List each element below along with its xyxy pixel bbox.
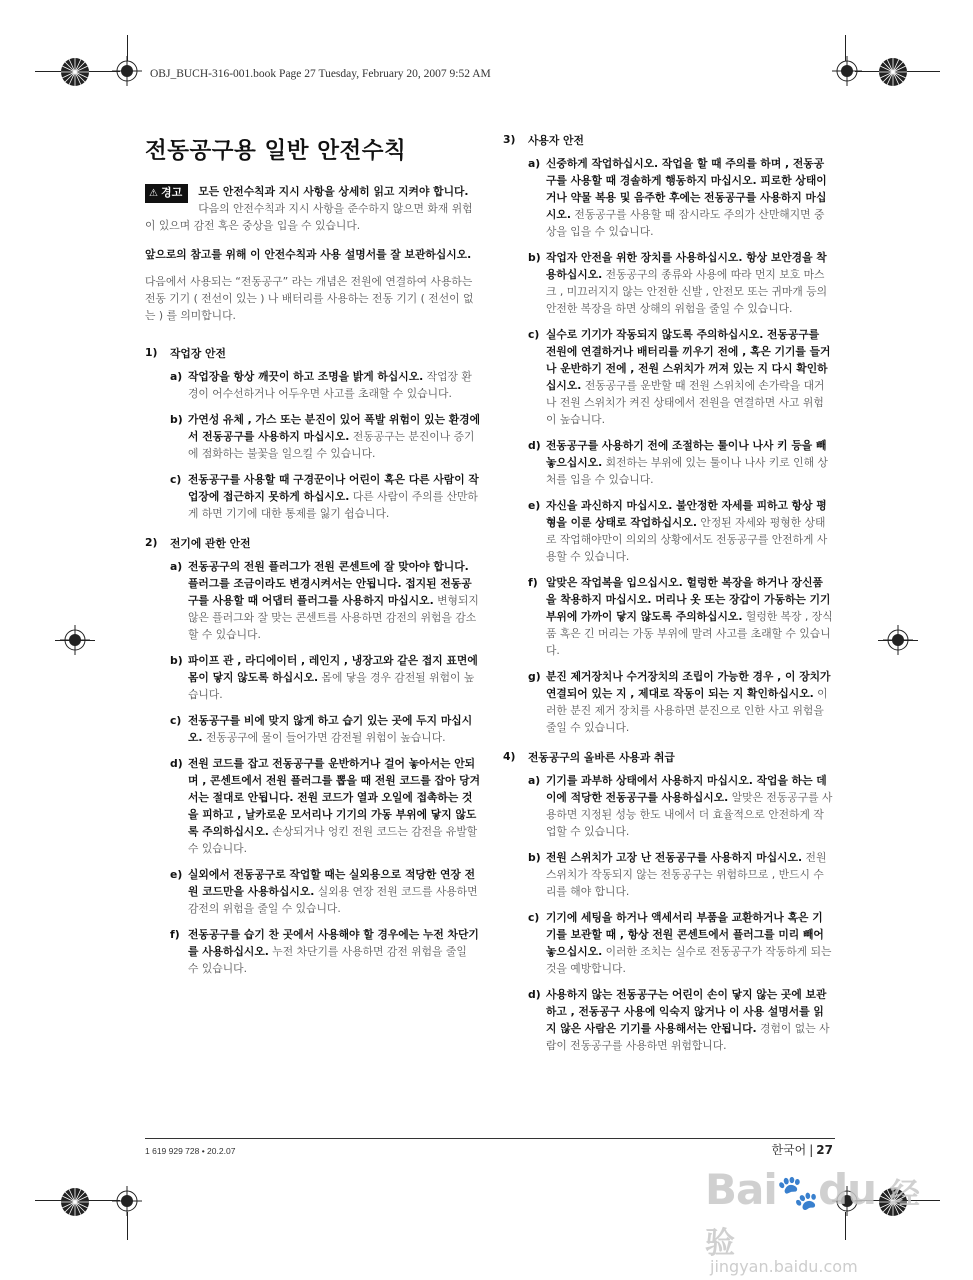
warning-triangle-icon: ⚠ [149, 188, 158, 199]
item-text [546, 155, 833, 240]
item-letter: g) [528, 670, 541, 683]
section-heading [145, 536, 480, 551]
item-text [188, 866, 480, 917]
registration-sunburst-icon [60, 1187, 90, 1217]
item-body: 전동공구의 종류와 사용에 따라 먼지 보호 마스크 , 미끄러지지 않는 안전한 신발 , 안전모 또는 귀마개 등의 안전한 복장을 하면 상해의 위험을 줄일 수 있습니다. [546, 268, 828, 315]
item-letter: f) [528, 576, 538, 589]
sections-right [503, 133, 833, 1054]
item-body: 전동공구를 사용할 때 잠시라도 주의가 산만해지면 중상을 입을 수 있습니다. [546, 208, 825, 238]
item-letter: b) [170, 413, 183, 426]
item-body: 누전 차단기를 사용하면 감전 위험을 줄일 수 있습니다. [188, 945, 467, 975]
watermark-logo-b: du [818, 1165, 877, 1214]
registration-crosshair-icon [112, 1186, 142, 1216]
item-text [188, 558, 480, 643]
item-lead: 자신을 과신하지 마십시오. 불안정한 자세를 피하고 항상 평형을 이룬 상태로 작업하십시오. [546, 499, 827, 529]
registration-crosshair-icon [832, 56, 862, 86]
list-item [528, 437, 833, 488]
list-item [170, 926, 480, 977]
item-body: 다른 사람이 주의를 산만하게 하면 기기에 대한 통제를 잃기 쉽습니다. [188, 490, 478, 520]
section-heading [503, 750, 833, 765]
section [145, 536, 480, 977]
item-lead: 전동공구를 습기 찬 곳에서 사용해야 할 경우에는 누전 차단기를 사용하십시오. [188, 928, 479, 958]
item-text [546, 772, 833, 840]
watermark-logo-a: Bai [705, 1165, 777, 1214]
left-column [145, 133, 480, 991]
item-lead: 전원 스위치가 고장 난 전동공구를 사용하지 마십시오. [546, 851, 803, 864]
item-lead: 작업장을 항상 깨끗이 하고 조명을 밝게 하십시오. [188, 370, 424, 383]
item-letter: a) [528, 774, 541, 787]
warning-text: 다음의 안전수칙과 지시 사항을 준수하지 않으면 화재 위험이 있으며 감전 혹은 중상을 입을 수 있습니다. [145, 202, 473, 232]
warning-badge [145, 184, 188, 203]
item-letter: c) [528, 911, 540, 924]
warning-block [145, 183, 480, 234]
right-column [503, 133, 833, 1068]
item-text [546, 668, 833, 736]
section-heading [145, 346, 480, 361]
watermark-logo [705, 1165, 935, 1263]
item-lead: 작업자 안전을 위한 장치를 사용하십시오. 항상 보안경을 착용하십시오. [546, 251, 827, 281]
list-item [170, 755, 480, 857]
item-text [546, 249, 833, 317]
item-body: 전원 스위치가 작동되지 않는 전동공구는 위험하므로 , 반드시 수리를 해야 합니다. [546, 851, 827, 898]
footer-divider [145, 1138, 835, 1139]
list-item [170, 558, 480, 643]
list-item [528, 772, 833, 840]
registration-crosshair-icon [60, 625, 90, 655]
list-item [528, 909, 833, 977]
item-body: 알맞은 전동공구를 사용하면 지정된 성능 한도 내에서 더 효율적으로 안전하게 작업할 수 있습니다. [546, 791, 833, 838]
item-text [546, 574, 833, 659]
item-text [546, 986, 833, 1054]
item-lead: 사용하지 않는 전동공구는 어린이 손이 닿지 않는 곳에 보관하고 , 전동공구 사용에 익숙지 않거나 이 사용 설명서를 읽지 않은 사람은 기기를 사용해서는 안됩니다. [546, 988, 827, 1035]
watermark [705, 1165, 935, 1276]
item-text [546, 437, 833, 488]
item-text [188, 926, 480, 977]
section [145, 346, 480, 522]
item-lead: 가연성 유체 , 가스 또는 분진이 있어 폭발 위험이 있는 환경에서 전동공구를 사용하지 마십시오. [188, 413, 481, 443]
item-letter: d) [528, 988, 541, 1001]
item-lead: 기기를 과부하 상태에서 사용하지 마십시오. 작업을 하는 데 이에 적당한 전동공구를 사용하십시오. [546, 774, 827, 804]
registration-crosshair-icon [883, 625, 913, 655]
item-body: 전동공구를 운반할 때 전원 스위치에 손가락을 대거나 전원 스위치가 켜진 상태에서 전원을 연결하면 사고 위험이 높습니다. [546, 379, 825, 426]
keep-note: 앞으로의 참고를 위해 이 안전수칙과 사용 설명서를 잘 보관하십시오. [145, 248, 472, 261]
item-body: 회전하는 부위에 있는 툴이나 나사 키로 인해 상처를 입을 수 있습니다. [546, 456, 828, 486]
section-title: 전기에 관한 안전 [170, 537, 251, 550]
item-letter: c) [170, 473, 182, 486]
item-lead: 전동공구를 사용할 때 구경꾼이나 어린이 혹은 다른 사람이 작업장에 접근하지 못하게 하십시오. [188, 473, 479, 503]
item-lead: 신중하게 작업하십시오. 작업을 할 때 주의를 하며 , 전동공구를 사용할 때 경솔하게 행동하지 마십시오. 피로한 상태이거나 약물 복용 및 음주한 후에는 전동공구를 사용하지 마십시오. [546, 157, 827, 221]
item-letter: d) [528, 439, 541, 452]
list-item [170, 712, 480, 746]
registration-crosshair-icon [112, 56, 142, 86]
item-letter: f) [170, 928, 180, 941]
crop-line [127, 1212, 128, 1240]
item-body: 몸에 닿을 경우 감전될 위험이 높습니다. [188, 671, 475, 701]
footer-language: 한국어 [771, 1143, 807, 1157]
section [503, 133, 833, 736]
section-number: 2) [145, 536, 158, 549]
item-body: 헐렁한 복장 , 장식품 혹은 긴 머리는 가동 부위에 말려 사고를 초래할 수 있습니다. [546, 610, 833, 657]
list-item [528, 155, 833, 240]
item-lead: 파이프 관 , 라디에이터 , 레인지 , 냉장고와 같은 접지 표면에 몸이 닿지 않도록 하십시오. [188, 654, 478, 684]
definition-paragraph: 다음에서 사용되는 “전동공구” 라는 개념은 전원에 연결하여 사용하는 전동 기기 ( 전선이 있는 ) 나 배터리를 사용하는 전동 기기 ( 전선이 없는 ) 를 의미합니다. [145, 275, 474, 322]
item-text [546, 497, 833, 565]
item-letter: a) [528, 157, 541, 170]
list-item [528, 668, 833, 736]
list-item [170, 866, 480, 917]
item-body: 손상되거나 엉킨 전원 코드는 감전을 유발할 수 있습니다. [188, 825, 478, 855]
registration-sunburst-icon [60, 57, 90, 87]
item-body: 작업장 환경이 어수선하거나 어두우면 사고를 초래할 수 있습니다. [188, 370, 472, 400]
section [503, 750, 833, 1054]
item-text [188, 712, 480, 746]
item-letter: d) [170, 757, 183, 770]
item-body: 경험이 없는 사람이 전동공구를 사용하면 위험합니다. [546, 1022, 830, 1052]
footer-separator: | [809, 1143, 814, 1157]
item-lead: 분진 제거장치나 수거장치의 조립이 가능한 경우 , 이 장치가 연결되어 있는 지 , 제대로 작동이 되는 지 확인하십시오. [546, 670, 831, 700]
item-body: 실외용 연장 전원 코드를 사용하면 감전의 위험을 줄일 수 있습니다. [188, 885, 478, 915]
print-header: OBJ_BUCH-316-001.book Page 27 Tuesday, February 20, 2007 9:52 AM [150, 68, 491, 80]
section-title: 사용자 안전 [528, 134, 584, 147]
list-item [528, 326, 833, 428]
list-item [528, 249, 833, 317]
list-item [528, 574, 833, 659]
section-title: 전동공구의 올바른 사용과 취급 [528, 751, 675, 764]
section-heading [503, 133, 833, 148]
item-lead: 전동공구를 사용하기 전에 조절하는 툴이나 나사 키 등을 빼 놓으십시오. [546, 439, 827, 469]
item-text [546, 909, 833, 977]
list-item [528, 986, 833, 1054]
item-lead: 기기에 세팅을 하거나 액세서리 부품을 교환하거나 혹은 기기를 보관할 때 , 항상 전원 콘센트에서 플러그를 미리 빼어 놓으십시오. [546, 911, 824, 958]
page-number: 27 [816, 1143, 833, 1157]
list-item [170, 471, 480, 522]
item-text [188, 411, 480, 462]
list-item [170, 652, 480, 703]
section-number: 4) [503, 750, 516, 763]
footer-code: 1 619 929 728 • 20.2.07 [145, 1146, 236, 1156]
warning-lead: 모든 안전수칙과 지시 사항을 상세히 읽고 지켜야 합니다. [198, 185, 469, 198]
list-item [170, 368, 480, 402]
item-letter: c) [528, 328, 540, 341]
item-text [188, 368, 480, 402]
item-body: 이러한 조치는 실수로 전동공구가 작동하게 되는 것을 예방합니다. [546, 945, 832, 975]
item-letter: b) [528, 851, 541, 864]
item-lead: 전동공구의 전원 플러그가 전원 콘센트에 잘 맞아야 합니다. 플러그를 조금이라도 변경시켜서는 안됩니다. 접지된 전동공구를 사용할 때 어댑터 플러그를 사용하지 마십시오. [188, 560, 472, 607]
item-letter: b) [170, 654, 183, 667]
item-lead: 전동공구를 비에 맞지 않게 하고 습기 있는 곳에 두지 마십시오. [188, 714, 473, 744]
item-text [188, 471, 480, 522]
item-letter: b) [528, 251, 541, 264]
paw-icon: 🐾 [776, 1173, 819, 1213]
item-lead: 전원 코드를 잡고 전동공구를 운반하거나 걸어 놓아서는 안되며 , 콘센트에서 전원 플러그를 뽑을 때 전원 코드를 잡아 당겨서는 절대로 안됩니다. 전원 코드가 열과 오일에 접촉하는 것을 피하고 , 날카로운 모서리나 기기의 가동 부위에 닿지 않도록 주의하십시오. [188, 757, 481, 838]
footer-page-label [771, 1141, 833, 1158]
registration-sunburst-icon [878, 57, 908, 87]
item-letter: a) [170, 560, 183, 573]
list-item [528, 497, 833, 565]
item-letter: e) [528, 499, 541, 512]
item-body: 이러한 분진 제거 장치를 사용하면 분진으로 인한 사고 위험을 줄일 수 있습니다. [546, 687, 828, 734]
item-letter: e) [170, 868, 183, 881]
list-item [528, 849, 833, 900]
item-lead: 실수로 기기가 작동되지 않도록 주의하십시오. 전동공구를 전원에 연결하거나 배터리를 끼우기 전에 , 혹은 기기를 들거나 운반하기 전에 , 전원 스위치가 꺼져 있는 지 다시 확인하십시오. [546, 328, 831, 392]
item-letter: a) [170, 370, 183, 383]
item-lead: 알맞은 작업복을 입으십시오. 헐렁한 복장을 하거나 장신품을 착용하지 마십시오. 머리나 옷 또는 장갑이 가동하는 기기 부위에 가까이 닿지 않도록 주의하십시오. [546, 576, 831, 623]
item-text [546, 326, 833, 428]
section-number: 1) [145, 346, 158, 359]
item-text [188, 755, 480, 857]
section-number: 3) [503, 133, 516, 146]
item-body: 전동공구에 물이 들어가면 감전될 위험이 높습니다. [202, 731, 446, 744]
item-letter: c) [170, 714, 182, 727]
item-body: 변형되지 않은 플러그와 잘 맞는 콘센트를 사용하면 감전의 위험을 감소할 수 있습니다. [188, 594, 479, 641]
section-title: 작업장 안전 [170, 347, 226, 360]
watermark-logo-c: 经验 [705, 1177, 919, 1261]
page-title: 전동공구용 일반 안전수칙 [145, 138, 407, 164]
watermark-url: jingyan.baidu.com [710, 1257, 858, 1276]
sections-left [145, 346, 480, 977]
list-item [170, 411, 480, 462]
item-lead: 실외에서 전동공구로 작업할 때는 실외용으로 적당한 연장 전원 코드만을 사용하십시오. [188, 868, 476, 898]
item-body: 전동공구는 분진이나 증기에 점화하는 불꽃을 일으킬 수 있습니다. [188, 430, 475, 460]
item-text [546, 849, 833, 900]
item-body: 안정된 자세와 평형한 상태로 작업해야만이 의외의 상황에서도 전동공구를 안전하게 사용할 수 있습니다. [546, 516, 828, 563]
item-text [188, 652, 480, 703]
warning-badge-label: 경고 [160, 186, 183, 199]
